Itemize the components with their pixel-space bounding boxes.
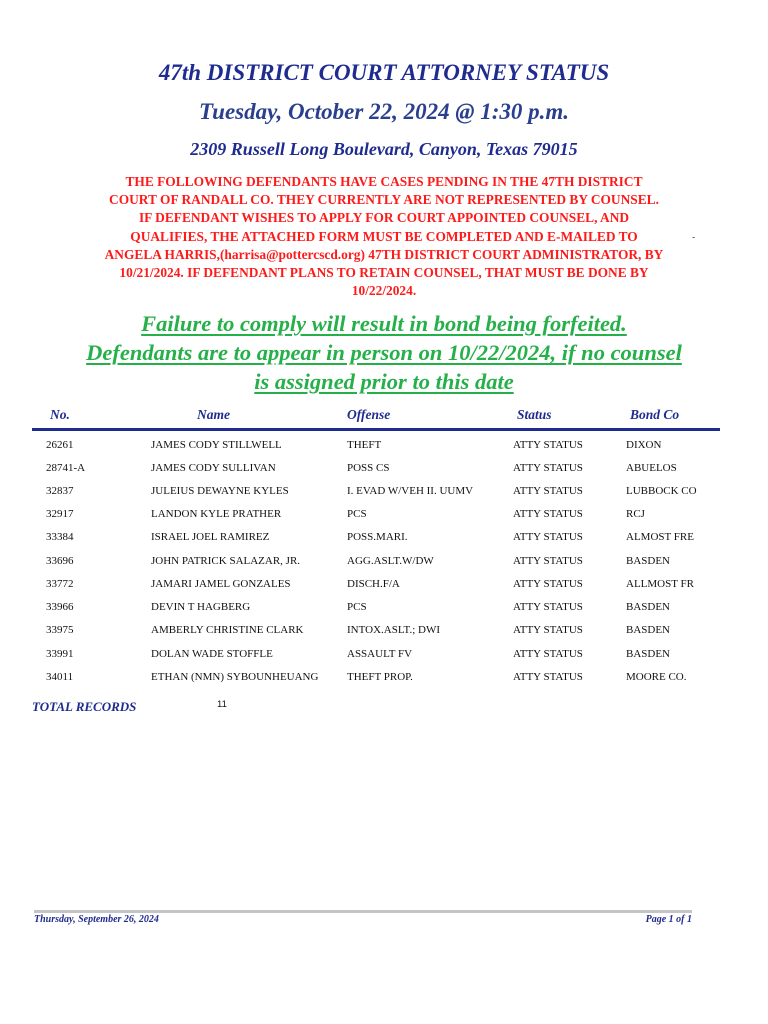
offense: DISCH.F/A — [347, 578, 400, 590]
table-row — [0, 439, 768, 457]
column-header-no: No. — [50, 407, 70, 422]
page-number: Page 1 of 1 — [645, 914, 692, 925]
hearing-date: Tuesday, October 22, 2024 @ 1:30 p.m. — [198, 99, 570, 124]
case-number: 32917 — [46, 508, 74, 520]
bond-company: BASDEN — [626, 601, 671, 613]
status: ATTY STATUS — [513, 601, 583, 613]
case-number: 32837 — [46, 485, 74, 497]
status: ATTY STATUS — [513, 555, 583, 567]
warning-line: is assigned prior to this date — [254, 369, 514, 394]
report-title: 47th DISTRICT COURT ATTORNEY STATUS — [158, 60, 610, 85]
offense: INTOX.ASLT.; DWI — [347, 624, 440, 636]
table-row — [0, 624, 768, 642]
table-row — [0, 485, 768, 503]
status: ATTY STATUS — [513, 439, 583, 451]
offense: PCS — [347, 508, 367, 520]
table-row — [0, 578, 768, 596]
offense: I. EVAD W/VEH II. UUMV — [347, 485, 474, 497]
bond-company: LUBBOCK CO — [626, 485, 697, 497]
offense: POSS.MARI. — [347, 531, 408, 543]
offense: POSS CS — [347, 462, 390, 474]
bond-company: BASDEN — [626, 555, 671, 567]
bond-company: ALMOST FRE — [626, 531, 694, 543]
bond-company: ALLMOST FR — [626, 578, 694, 590]
case-number: 33772 — [46, 578, 74, 590]
column-header-status: Status — [517, 407, 552, 422]
status: ATTY STATUS — [513, 462, 583, 474]
offense: THEFT — [347, 439, 382, 451]
status: ATTY STATUS — [513, 578, 583, 590]
footer-divider — [34, 910, 692, 913]
defendant-name: JOHN PATRICK SALAZAR, JR. — [151, 555, 301, 567]
bond-company: ABUELOS — [626, 462, 677, 474]
offense: ASSAULT FV — [347, 648, 413, 660]
offense: PCS — [347, 601, 367, 613]
case-number: 26261 — [46, 439, 74, 451]
header-divider — [32, 428, 720, 431]
status: ATTY STATUS — [513, 531, 583, 543]
column-header-name: Name — [197, 407, 230, 422]
table-header — [0, 407, 768, 427]
bond-company: BASDEN — [626, 648, 671, 660]
defendant-name: JULEIUS DEWAYNE KYLES — [151, 485, 289, 497]
status: ATTY STATUS — [513, 508, 583, 520]
offense: THEFT PROP. — [347, 671, 413, 683]
status: ATTY STATUS — [513, 648, 583, 660]
status: ATTY STATUS — [513, 671, 583, 683]
defendant-name: DEVIN T HAGBERG — [151, 601, 251, 613]
case-number: 33696 — [46, 555, 74, 567]
status: ATTY STATUS — [513, 624, 583, 636]
table-row — [0, 555, 768, 573]
margin-mark: - — [692, 232, 696, 243]
notice-line: 10/22/2024. — [351, 283, 417, 299]
notice-line: IF DEFENDANT WISHES TO APPLY FOR COURT APPOINTED COUNSEL, AND — [138, 210, 630, 226]
table-row — [0, 671, 768, 689]
bond-warning — [0, 309, 768, 396]
defendant-name: ETHAN (NMN) SYBOUNHEUANG — [151, 671, 319, 683]
bond-company: RCJ — [626, 508, 645, 520]
total-records-label: TOTAL RECORDS — [32, 699, 137, 714]
defendant-name: LANDON KYLE PRATHER — [151, 508, 282, 520]
case-number: 33384 — [46, 531, 74, 543]
print-date: Thursday, September 26, 2024 — [34, 914, 159, 925]
case-number: 28741-A — [46, 462, 86, 474]
table-row — [0, 648, 768, 666]
warning-line: Defendants are to appear in person on 10/22/2024, if no counsel — [86, 340, 682, 365]
notice-line: THE FOLLOWING DEFENDANTS HAVE CASES PENDING IN THE 47TH DISTRICT — [125, 174, 643, 189]
notice-line: 10/21/2024. IF DEFENDANT PLANS TO RETAIN COUNSEL, THAT MUST BE DONE BY — [119, 265, 649, 281]
table-row — [0, 508, 768, 526]
notice-block — [30, 173, 738, 300]
offense: AGG.ASLT.W/DW — [347, 555, 434, 567]
defendant-name: JAMARI JAMEL GONZALES — [151, 578, 291, 590]
case-number: 33991 — [46, 648, 74, 660]
table-row — [0, 601, 768, 619]
column-header-bond-co: Bond Co — [630, 407, 680, 422]
warning-line: Failure to comply will result in bond being forfeited. — [141, 311, 627, 336]
bond-company: MOORE CO. — [626, 671, 687, 683]
case-number: 33975 — [46, 624, 74, 636]
defendant-name: JAMES CODY STILLWELL — [151, 439, 282, 451]
column-header-offense: Offense — [347, 407, 391, 422]
table-row — [0, 462, 768, 480]
case-number: 34011 — [46, 671, 74, 683]
notice-line: COURT OF RANDALL CO. THEY CURRENTLY ARE NOT REPRESENTED BY COUNSEL. — [109, 192, 659, 208]
defendant-name: ISRAEL JOEL RAMIREZ — [151, 531, 270, 543]
notice-line: ANGELA HARRIS,(harrisa@pottercscd.org) 47TH DISTRICT COURT ADMINISTRATOR, BY — [104, 246, 664, 262]
total-records-value: 11 — [217, 699, 227, 710]
defendant-name: AMBERLY CHRISTINE CLARK — [151, 624, 304, 636]
status: ATTY STATUS — [513, 485, 583, 497]
bond-company: BASDEN — [626, 624, 671, 636]
bond-company: DIXON — [626, 439, 662, 451]
defendant-name: JAMES CODY SULLIVAN — [151, 462, 276, 474]
case-number: 33966 — [46, 601, 74, 613]
notice-line: QUALIFIES, THE ATTACHED FORM MUST BE COMPLETED AND E-MAILED TO — [130, 228, 638, 244]
table-row — [0, 531, 768, 549]
defendant-name: DOLAN WADE STOFFLE — [151, 648, 273, 660]
court-address: 2309 Russell Long Boulevard, Canyon, Texas 79015 — [190, 139, 578, 159]
